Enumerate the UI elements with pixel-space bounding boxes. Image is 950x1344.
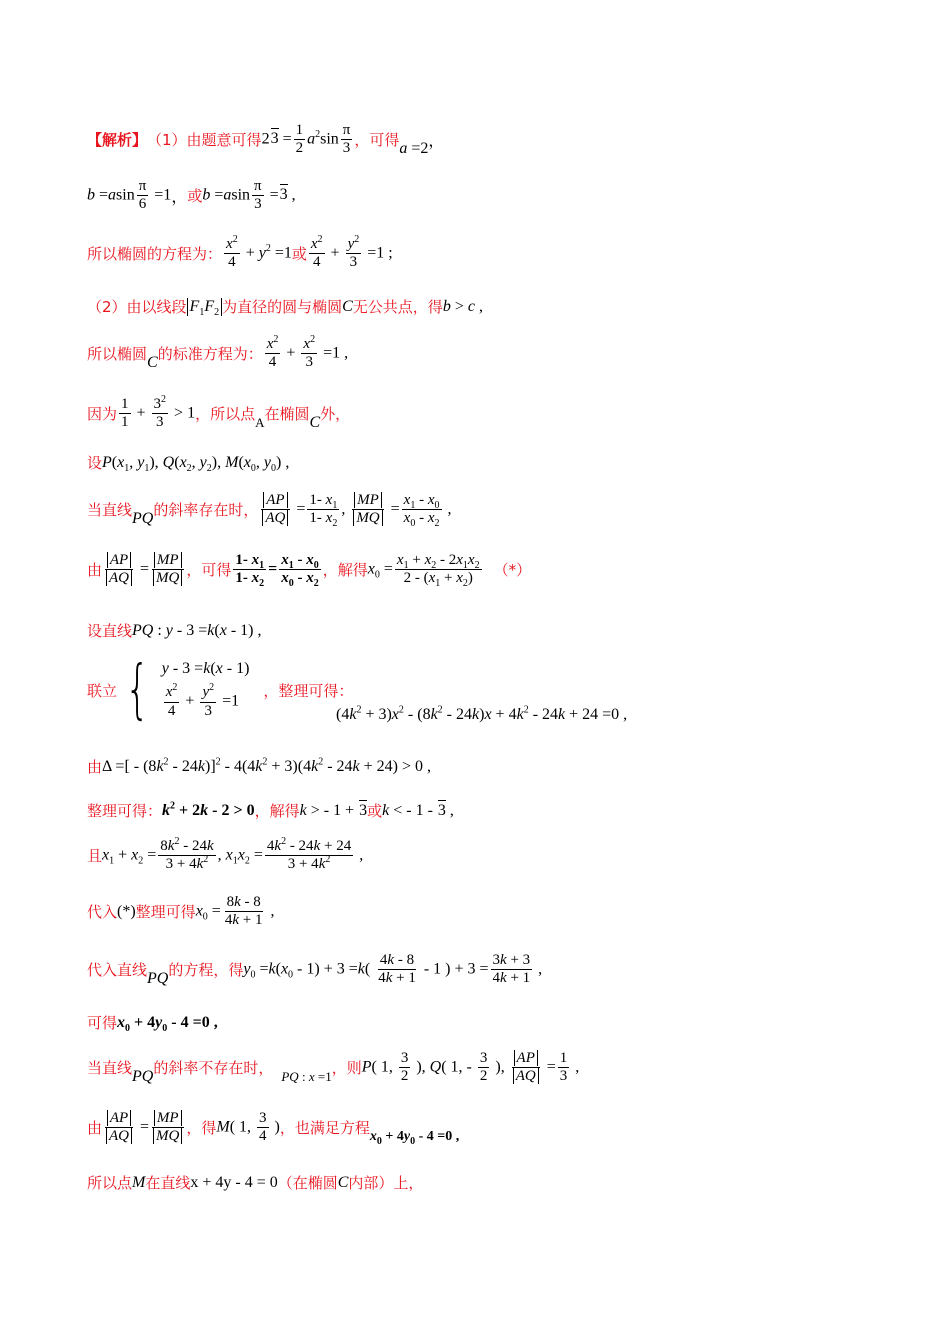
formula: a =2: [399, 139, 429, 157]
formula: $\frac{AP}{AQ}$ = $\frac{MP}{MQ}$: [102, 552, 186, 588]
formula: $x_0 + 4y_0 - 4 =0$ ,: [117, 1013, 218, 1034]
solution-line-15: 代入 (*) 整理可得 $x_0$ = $\frac{8k - 8}{4k + 1}$ ,: [87, 894, 275, 929]
formula: k < - 1 - 3 ,: [382, 801, 454, 819]
formula: M( 1, $\frac{3}{4}$ ): [216, 1110, 280, 1145]
solution-line-16: 代入直线 PQ 的方程，得 $y_0 =k(x_0 - 1) + 3 =k$( $\frac{4k - 8}{4k + 1}$ - 1 ) + 3 = $\frac{3k + 3}{4k + 1}$ ,: [87, 952, 543, 987]
formula: PQ : y - 3 =k(x - 1) ,: [132, 621, 262, 639]
formula: $\frac{1}{1}$ + $\frac{3^2}{3}$ > 1: [121, 394, 196, 431]
text: （1）由题意可得: [147, 131, 262, 150]
formula: $\frac{1- x_1}{1- x_2}$ = $\frac{x_1 - x_0}{x_0 - x_2}$: [235, 552, 319, 590]
formula: $x_1 + x_2$ = $\frac{8k^2 - 24k}{3 + 4k^2}$ , $x_1x_2$ = $\frac{4k^2 - 24k + 24}{3 + 4k^2}$ ,: [102, 836, 364, 873]
solution-line-13: 整理可得： $k^2 + 2k - 2 > 0$ ，解得 k > - 1 + 3 或 k < - 1 - 3 ,: [87, 800, 454, 820]
text: ，可得: [354, 131, 400, 150]
analysis-tag: 【解析】: [87, 131, 148, 150]
formula: b =asin $\frac{\pi}{6}$ =1: [87, 178, 172, 213]
solution-line-14: 且 $x_1 + x_2$ = $\frac{8k^2 - 24k}{3 + 4k^2}$ , $x_1x_2$ = $\frac{4k^2 - 24k + 24}{3 + 4k^2}$ ,: [87, 836, 364, 873]
formula: $P(x_1$, $y_1$), $Q(x_2$, $y_2$), $M(x_0$, $y_0$) ,: [102, 453, 290, 474]
formula: b =asin $\frac{\pi}{3}$ =3 ,: [202, 178, 296, 213]
solution-line-6: 因为 $\frac{1}{1}$ + $\frac{3^2}{3}$ > 1 ，所以点 A 在椭圆 C 外，: [87, 394, 351, 431]
formula: $(4k^2 + 3)x^2 - (8k^2 - 24k)x + 4k^2 - 24k + 24 =0$ ,: [336, 704, 628, 723]
solution-line-11: 联立 { y - 3 =k(x - 1) $\frac{x^2}{4}$ + $\frac{y^2}{3}$ =1 ，整理可得：: [87, 653, 354, 727]
formula: PQ : x =1: [281, 1068, 332, 1084]
solution-line-20: 所以点 M 在直线 x + 4y - 4 = 0 （在椭圆 C 内部）上，: [87, 1173, 424, 1192]
solution-line-9: 由 $\frac{AP}{AQ}$ = $\frac{MP}{MQ}$ ，可得 $\frac{1- x_1}{1- x_2}$ = $\frac{x_1 - x_0}{x_0 - x_2}$ ，解得 $x_0$ = $\frac{x_1 + x_2 - 2x_1x_2}{2 - (x_1 + x_2)}$ （*）: [87, 552, 532, 590]
solution-line-3: 所以椭圆的方程为： $\frac{x^2}{4}$ + $y^2 =1$ 或 $\frac{x^2}{4}$ + $\frac{y^2}{3}$ =1 ;: [87, 234, 393, 271]
solution-line-18: 当直线 PQ 的斜率不存在时， PQ : x =1 ，则 P( 1, $\frac{3}{2}$ ), Q( 1, - $\frac{3}{2}$ ), $\frac{AP}{AQ}$ = $\frac{1}{3}$ ,: [87, 1050, 580, 1085]
formula: $\frac{x^2}{4}$ + $\frac{y^2}{3}$ =1 ;: [310, 234, 393, 271]
formula: x + 4y - 4 = 0: [190, 1173, 278, 1191]
solution-line-17: 可得 $x_0 + 4y_0 - 4 =0$ ,: [87, 1013, 218, 1034]
formula: $\frac{AP}{AQ}$ = $\frac{MP}{MQ}$: [102, 1110, 186, 1146]
solution-line-5: 所以椭圆 C 的标准方程为： $\frac{x^2}{4}$ + $\frac{x^2}{3}$ =1 ,: [87, 334, 349, 371]
solution-line-1: 【解析】 （1）由题意可得 23 = $\frac{1}{2}$ $a^2\sin$ $\frac{\pi}{3}$ ，可得 a =2 ，: [87, 122, 445, 157]
formula: 23 = $\frac{1}{2}$ $a^2\sin$ $\frac{\pi}{3}$: [261, 122, 351, 157]
formula: $x_0 + 4y_0 - 4 =0$ ,: [369, 1128, 460, 1147]
equation-system: { y - 3 =k(x - 1) $\frac{x^2}{4}$ + $\frac{y^2}{3}$ =1: [125, 653, 250, 727]
formula: Δ =[ - $(8k^2 - 24k)]^2 - 4(4k^2 + 3)(4k^2 - 24k + 24) > 0$ ,: [102, 756, 432, 775]
star-ref: (*): [117, 902, 136, 920]
formula: $x_0$ = $\frac{8k - 8}{4k + 1}$ ,: [195, 894, 275, 929]
solution-line-19: 由 $\frac{AP}{AQ}$ = $\frac{MP}{MQ}$ ，得 M( 1, $\frac{3}{4}$ ) ，也满足方程 $x_0 + 4y_0 - 4 =0$ ,: [87, 1110, 460, 1147]
formula: $\frac{x^2}{4}$ + $\frac{x^2}{3}$ =1 ,: [266, 334, 349, 371]
formula: $x_0$ = $\frac{x_1 + x_2 - 2x_1x_2}{2 - (x_1 + x_2)}$: [367, 552, 480, 590]
formula: k > - 1 + 3: [299, 801, 368, 819]
solution-line-10: 设直线 PQ : y - 3 =k(x - 1) ,: [87, 621, 262, 640]
solution-line-8: 当直线 PQ 的斜率存在时， $\frac{AP}{AQ}$ = $\frac{1- x_1}{1- x_2}$ , $\frac{MP}{MQ}$ = $\frac{x_1 - x_0}{x_0 - x_2}$ ,: [87, 492, 452, 530]
star-label: （*）: [493, 561, 532, 580]
formula: $k^2 + 2k - 2 > 0$: [162, 800, 255, 819]
formula: b > c ,: [442, 297, 483, 315]
solution-line-7: 设 $P(x_1$, $y_1$), $Q(x_2$, $y_2$), $M(x_0$, $y_0$) ,: [87, 453, 290, 474]
formula: $y_0 =k(x_0 - 1) + 3 =k$( $\frac{4k - 8}{4k + 1}$ - 1 ) + 3 = $\frac{3k + 3}{4k + 1}$ ,: [243, 952, 543, 987]
solution-line-11b: [336, 706, 627, 724]
solution-line-2: b =asin $\frac{\pi}{6}$ =1 ， 或 b =asin $\frac{\pi}{3}$ =3 ,: [87, 178, 296, 213]
formula: $F_1F_2$: [187, 298, 223, 316]
solution-line-4: （2）由以线段 $F_1F_2$ 为直径的圆与椭圆 C 无公共点，得 b > c ,: [87, 297, 483, 318]
solution-line-12: 由 Δ =[ - $(8k^2 - 24k)]^2 - 4(4k^2 + 3)(4k^2 - 24k + 24) > 0$ ,: [87, 756, 432, 776]
formula: P( 1, $\frac{3}{2}$ ), Q( 1, - $\frac{3}{2}$ ), $\frac{AP}{AQ}$ = $\frac{1}{3}$ ,: [361, 1050, 580, 1085]
formula: $\frac{AP}{AQ}$ = $\frac{1- x_1}{1- x_2}$ , $\frac{MP}{MQ}$ = $\frac{x_1 - x_0}{x_0 - x_2}$ ,: [258, 492, 451, 528]
formula: $\frac{x^2}{4}$ + $y^2 =1$: [226, 234, 292, 271]
